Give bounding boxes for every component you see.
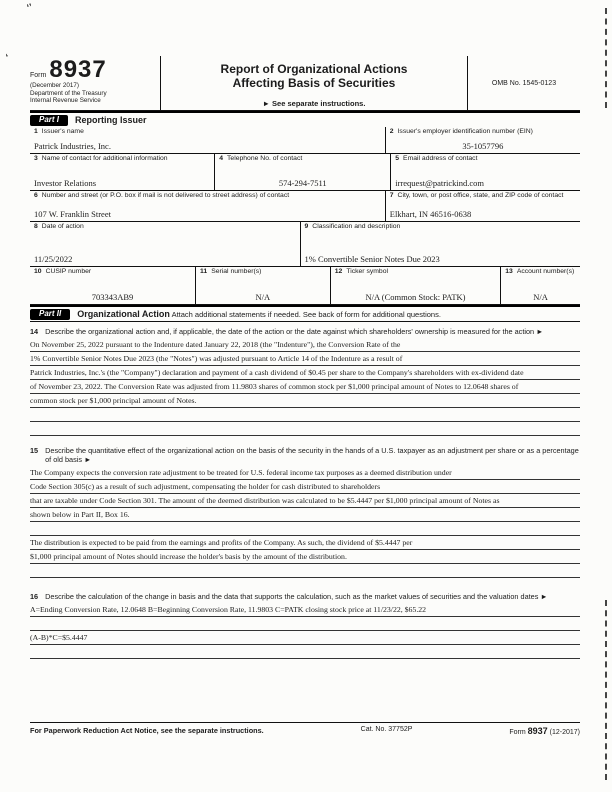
field13-num: 13 [505, 268, 513, 275]
agency-line2: Internal Revenue Service [30, 97, 101, 104]
question-16-prompt: Describe the calculation of the change in basis and the data that supports the calculation, such as the market values of securities and the valuation dates ► [45, 592, 548, 601]
answer-line: of November 23, 2022. The Conversion Rate was adjusted from 11.9803 shares of common stock per $1,000 principal amount of Notes to 12.0648 shares of [30, 380, 580, 394]
answer-line: (A-B)*C=$5.4447 [30, 631, 580, 645]
answer-line: On November 25, 2022 pursuant to the Indenture dated January 22, 2018 (the "Indenture"), the Conversion Rate of the [30, 338, 580, 352]
form-id-block [30, 56, 160, 110]
field4-label: Telephone No. of contact [227, 155, 303, 162]
question-15-answer [30, 466, 580, 578]
field-contact-city [385, 191, 580, 221]
footer-form-id [509, 726, 580, 736]
form-revision: (December 2017) [30, 82, 79, 89]
answer-line: A=Ending Conversion Rate, 12.0648 B=Beginning Conversion Rate, 11.9803 C=PATK closing stock price at 11/23/22, $65.22 [30, 603, 580, 617]
scan-artifact-dashes [605, 8, 607, 108]
field3-num: 3 [34, 155, 38, 162]
field1-num: 1 [34, 128, 38, 135]
omb-number: OMB No. 1545-0123 [491, 79, 557, 87]
answer-line: Patrick Industries, Inc.'s (the "Company") declaration and payment of a cash dividend of $0.45 per share to the Company's shareholders with ex-dividend date [30, 366, 580, 380]
question-16-answer [30, 603, 580, 659]
field11-label: Serial number(s) [211, 268, 262, 275]
field10-num: 10 [34, 268, 42, 275]
field5-num: 5 [395, 155, 400, 162]
field-serial [195, 267, 330, 304]
paperwork-notice: For Paperwork Reduction Act Notice, see the separate instructions. [30, 726, 264, 735]
field4-value: 574-294-7511 [278, 178, 327, 188]
field-date-of-action [30, 222, 300, 266]
answer-line-blank [30, 408, 580, 422]
question-14-num: 14 [30, 327, 39, 336]
answer-line-blank [30, 617, 580, 631]
field-contact-name [30, 154, 214, 190]
scan-artifact-mark: ʻ [4, 51, 10, 63]
form-word: Form [30, 72, 47, 79]
field11-num: 11 [200, 268, 208, 275]
answer-line-blank [30, 564, 580, 578]
field5-label: Email address of contact [403, 155, 478, 162]
form-title-line2: Affecting Basis of Securities [232, 76, 396, 90]
part1-title: Reporting Issuer [75, 115, 147, 125]
field13-label: Account number(s) [516, 268, 575, 275]
field12-num: 12 [334, 268, 343, 275]
footer-form-number: 8937 [527, 726, 548, 736]
question-15 [30, 446, 580, 466]
field6-value: 107 W. Franklin Street [34, 209, 111, 219]
field3-value: Investor Relations [34, 178, 97, 188]
part2-title: Organizational Action [77, 309, 170, 319]
question-14-answer [30, 338, 580, 436]
answer-line-blank [30, 422, 580, 436]
field8-label: Date of action [41, 223, 84, 230]
field-account [500, 267, 580, 304]
row-action [30, 222, 580, 267]
field-contact-phone [214, 154, 390, 190]
field4-num: 4 [219, 155, 224, 162]
part2-subtitle: Attach additional statements if needed. See back of form for additional questions. [171, 310, 441, 319]
answer-line: shown below in Part II, Box 16. [30, 508, 580, 522]
question-16-num: 16 [30, 592, 39, 601]
field3-label: Name of contact for additional information [41, 155, 168, 162]
scan-artifact-dashes [605, 600, 607, 780]
field1-label: Issuer's name [41, 128, 84, 135]
answer-line-blank [30, 645, 580, 659]
field6-num: 6 [34, 192, 38, 199]
field7-num: 7 [389, 192, 394, 199]
part1-bar [30, 111, 580, 127]
field5-value: irrequest@patrickind.com [395, 178, 485, 188]
field11-value: N/A [255, 292, 271, 302]
field6-label: Number and street (or P.O. box if mail is not delivered to street address) of contact [41, 192, 290, 199]
form-header [30, 56, 580, 111]
question-14-prompt: Describe the organizational action and, if applicable, the date of the action or the date against which shareholders' ownership is measured for the action ► [45, 327, 544, 336]
answer-line: 1% Convertible Senior Notes Due 2023 (the "Notes") was adjusted pursuant to Article 14 of the Indenture as a result of [30, 352, 580, 366]
answer-line: common stock per $1,000 principal amount of Notes. [30, 394, 580, 408]
part2-bar [30, 305, 580, 321]
field9-value: 1% Convertible Senior Notes Due 2023 [304, 254, 440, 264]
field10-label: CUSIP number [45, 268, 92, 275]
row-issuer [30, 127, 580, 154]
field7-label: City, town, or post office, state, and ZIP code of contact [397, 192, 564, 199]
field-cusip [30, 267, 195, 304]
field-issuer-name [30, 127, 385, 153]
question-16 [30, 592, 580, 603]
field7-value: Elkhart, IN 46516-0638 [389, 209, 472, 219]
field-classification [300, 222, 581, 266]
field8-value: 11/25/2022 [34, 254, 73, 264]
footer-form-revision: (12-2017) [549, 729, 580, 736]
question-14 [30, 327, 580, 338]
see-instructions-note: ► See separate instructions. [262, 99, 366, 108]
answer-line: $1,000 principal amount of Notes should increase the holder's basis by the amount of the distribution. [30, 550, 580, 564]
answer-line: Code Section 305(c) as a result of such adjustment, compensating the holder for cash distributed to shareholders [30, 480, 580, 494]
row-identifiers [30, 267, 580, 305]
answer-line: that are taxable under Code Section 301. The amount of the deemed distribution was calculated to be $5.4447 per $1,000 principal amount of Notes as [30, 494, 580, 508]
form-title-block [160, 56, 468, 110]
answer-line: The distribution is expected to be paid from the earnings and profits of the Company. As such, the dividend of $5.4447 per [30, 536, 580, 550]
field9-label: Classification and description [312, 223, 401, 230]
question-15-num: 15 [30, 446, 39, 455]
form-footer [30, 722, 580, 736]
catalog-number: Cat. No. 37752P [360, 726, 413, 733]
form-number: 8937 [49, 56, 107, 83]
footer-form-word: Form [509, 729, 526, 736]
field13-value: N/A [533, 292, 548, 302]
scan-artifact-mark: ʻʼ [25, 1, 34, 13]
answer-line-blank [30, 522, 580, 536]
field-ticker [330, 267, 501, 304]
field8-num: 8 [34, 223, 38, 230]
form-8937 [30, 56, 580, 659]
field9-num: 9 [304, 223, 309, 230]
part1-chip: Part I [30, 115, 68, 126]
field-contact-email [390, 154, 580, 190]
form-title-line1: Report of Organizational Actions [220, 62, 408, 76]
field10-value: 703343AB9 [91, 292, 134, 302]
question-15-prompt: Describe the quantitative effect of the organizational action on the basis of the security in the hands of a U.S. taxpayer as an adjustment per share or as a percentage of old basis ► [45, 446, 579, 464]
field12-value: N/A (Common Stock: PATK) [365, 292, 466, 302]
field-contact-street [30, 191, 385, 221]
field2-label: Issuer's employer identification number (EIN) [397, 128, 533, 135]
part2-chip: Part II [30, 309, 70, 320]
agency-line1: Department of the Treasury [30, 89, 107, 97]
field1-value: Patrick Industries, Inc. [34, 141, 111, 151]
field2-value: 35-1057796 [462, 141, 504, 151]
row-address [30, 191, 580, 222]
answer-line: The Company expects the conversion rate adjustment to be treated for U.S. federal income tax purposes as a deemed distribution under [30, 466, 580, 480]
row-contact [30, 154, 580, 191]
field-ein [385, 127, 580, 153]
field12-label: Ticker symbol [346, 268, 388, 275]
field2-num: 2 [389, 128, 394, 135]
